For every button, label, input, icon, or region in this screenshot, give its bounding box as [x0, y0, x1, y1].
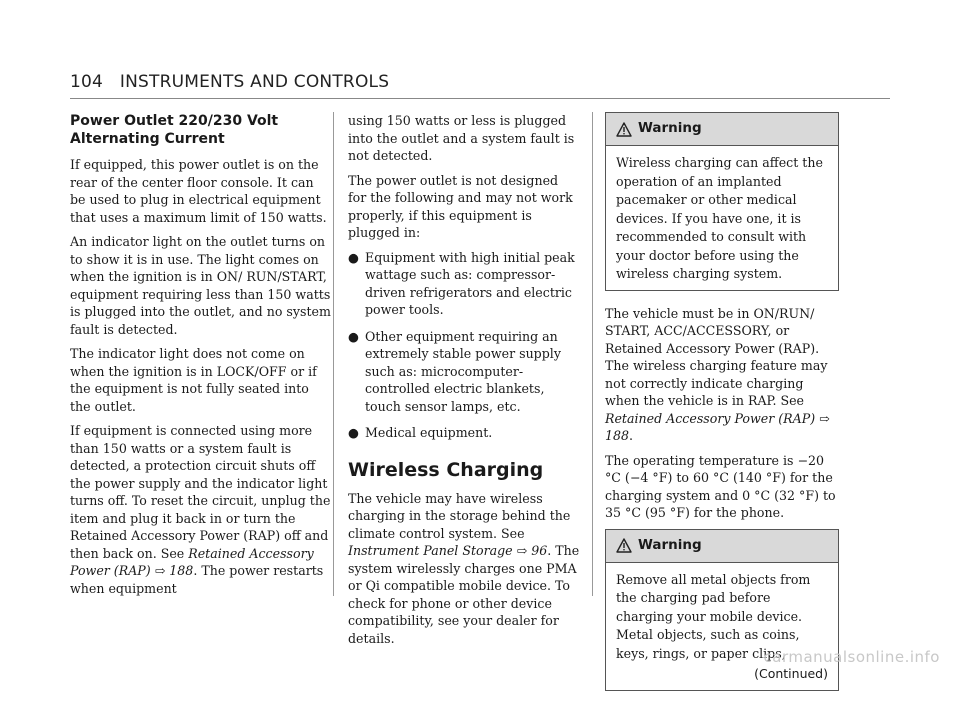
- paragraph: The operating temperature is −20 °C (−4 °F) to 60 °C (140 °F) for the charging system and 0 °C (32 °F) to 35 °C (95 °F) for the phone.: [605, 452, 836, 520]
- continued-label: (Continued): [754, 666, 828, 681]
- column-3: [605, 112, 839, 705]
- bullet-icon: ●: [348, 249, 359, 265]
- page-ref-icon: ⇨: [819, 410, 830, 426]
- page-ref-icon: ⇨: [516, 543, 528, 558]
- paragraph: If equipment is connected using more than 150 watts or a system fault is detected, a protection circuit shuts off the power supply and the indicator light turns off. To reset the circuit, unplug the item and plug it back in or turn the Retained Accessory Power (RAP) off and then back on. See Retained Accessory Power (RAP) ⇨ 188. The power restarts when equipment: [70, 423, 331, 596]
- column-1: [70, 112, 332, 604]
- column-divider-1: [333, 112, 334, 596]
- cross-reference-link[interactable]: Retained Accessory Power (RAP): [605, 410, 816, 426]
- page-ref-number[interactable]: 188: [605, 428, 630, 443]
- warning-header: [606, 530, 838, 563]
- wireless-charging-heading: Wireless Charging: [348, 458, 544, 481]
- warning-title: Warning: [638, 536, 702, 553]
- bullet-icon: ●: [348, 425, 359, 440]
- page-header: [70, 72, 389, 92]
- cross-reference-link[interactable]: Instrument Panel Storage: [348, 543, 513, 558]
- list-item: ● Medical equipment.: [348, 425, 493, 440]
- page-ref-icon: ⇨: [154, 563, 166, 578]
- paragraph: If equipped, this power outlet is on the rear of the center floor console. It can be used to plug in electrical equipment that uses a maximum limit of 150 watts.: [70, 157, 327, 225]
- list-item: ● Other equipment requiring an extremely stable power supply such as: microcomputer-controlled electric blankets, touch sensor lamps, etc.: [348, 328, 561, 414]
- paragraph: using 150 watts or less is plugged into the outlet and a system fault is not detected.: [348, 113, 575, 163]
- warning-triangle-icon: [616, 538, 632, 553]
- warning-header: [606, 113, 838, 146]
- warning-box: [605, 529, 839, 691]
- watermark: carmanualsonline.info: [763, 648, 940, 666]
- page-ref-number[interactable]: 188: [169, 563, 194, 578]
- bullet-icon: ●: [348, 328, 359, 344]
- column-2: [348, 112, 580, 654]
- cross-reference-link[interactable]: Retained Accessory Power (RAP): [70, 545, 314, 578]
- warning-triangle-icon: [616, 122, 632, 137]
- warning-box: [605, 112, 839, 291]
- section-title: INSTRUMENTS AND CONTROLS: [119, 72, 390, 92]
- warning-title: Warning: [638, 120, 702, 137]
- column-divider-2: [592, 112, 593, 596]
- paragraph: The power outlet is not designed for the following and may not work properly, if this equipment is plugged in:: [348, 172, 573, 240]
- power-outlet-heading: Power Outlet 220/230 Volt Alternating Current: [70, 113, 279, 147]
- page-number: 104: [70, 72, 104, 92]
- page-ref-number[interactable]: 96: [531, 543, 548, 558]
- header-divider: [70, 98, 890, 99]
- equipment-list: [348, 249, 580, 442]
- list-item: ● Equipment with high initial peak wattage such as: compressor-driven refrigerators and electric power tools.: [348, 249, 575, 317]
- paragraph: An indicator light on the outlet turns on to show it is in use. The light comes on when the ignition is in ON/ RUN/START, equipment requiring less than 150 watts is plugged into the outlet, and no system fault is detected.: [70, 234, 331, 337]
- paragraph: The indicator light does not come on when the ignition is in LOCK/OFF or if the equipment is not fully seated into the outlet.: [70, 346, 317, 414]
- warning-body: Wireless charging can affect the operation of an implanted pacemaker or other medical devices. If you have one, it is recommended to consult with your doctor before using the wireless charging system.: [616, 155, 823, 281]
- paragraph: The vehicle must be in ON/RUN/ START, ACC/ACCESSORY, or Retained Accessory Power (RAP). The wireless charging feature may not correctly indicate charging when the vehicle is in RAP. See Retained Accessory Power (RAP) ⇨ 188.: [605, 305, 830, 443]
- paragraph: The vehicle may have wireless charging in the storage behind the climate control system. See Instrument Panel Storage ⇨ 96. The system wirelessly charges one PMA or Qi compatible mobile device. To check for phone or other device compatibility, see your dealer for details.: [348, 490, 580, 646]
- warning-body: Remove all metal objects from the charging pad before charging your mobile device. Metal objects, such as coins, keys, rings, or paper clips, (Continued): [606, 563, 838, 690]
